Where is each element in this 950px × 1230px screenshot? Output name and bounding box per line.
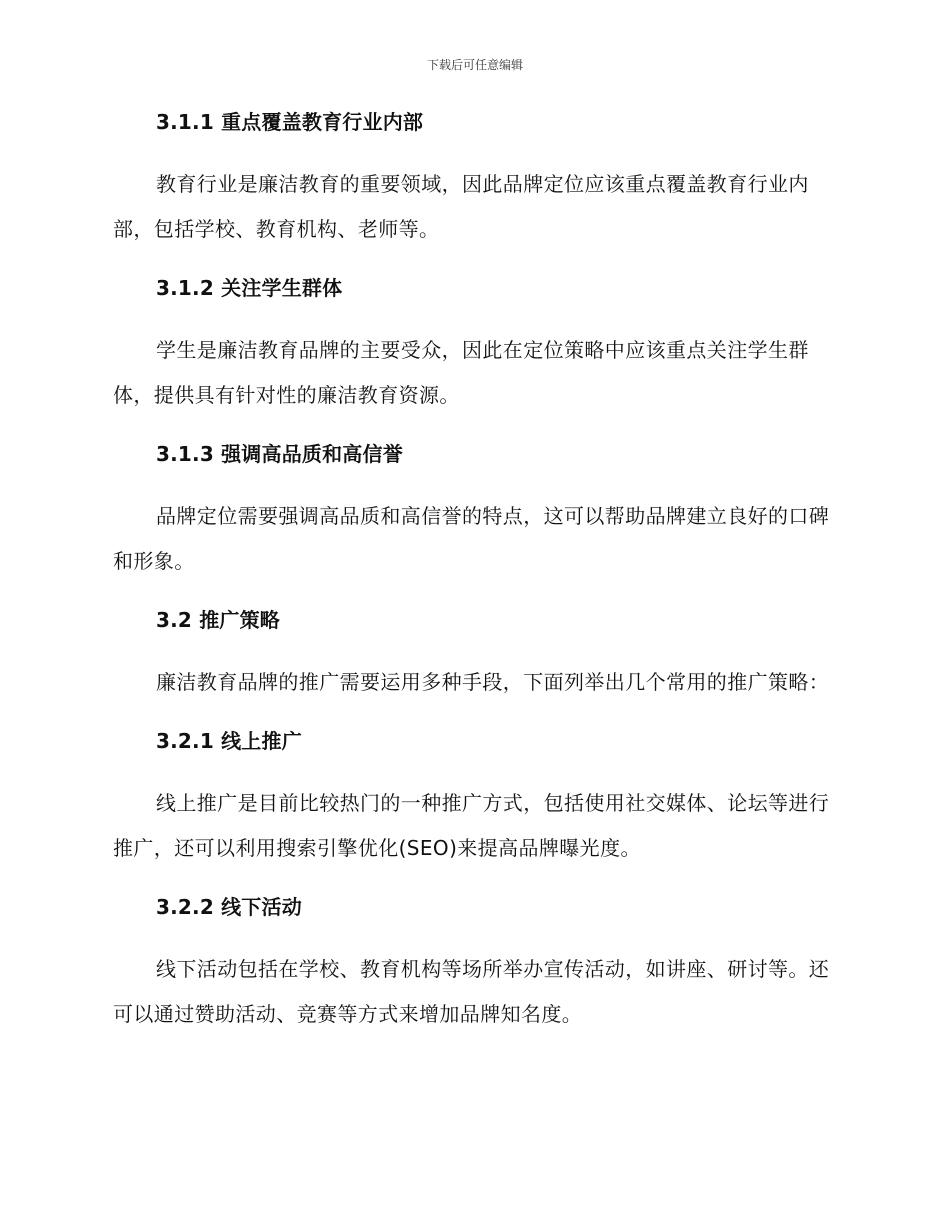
section-paragraph: 线上推广是目前比较热门的一种推广方式，包括使用社交媒体、论坛等进行推广，还可以利用搜索引擎优化(SEO)来提高品牌曝光度。 — [113, 791, 830, 860]
section-paragraph: 线下活动包括在学校、教育机构等场所举办宣传活动，如讲座、研讨等。还可以通过赞助活动、竞赛等方式来增加品牌知名度。 — [113, 957, 830, 1026]
page-header: 下载后可任意编辑 — [426, 58, 523, 72]
section-3-1-1 — [113, 108, 833, 252]
section-heading: 3.2.1 线上推广 — [156, 729, 302, 753]
section-paragraph: 学生是廉洁教育品牌的主要受众，因此在定位策略中应该重点关注学生群体，提供具有针对性的廉洁教育资源。 — [113, 338, 809, 407]
document-body — [113, 108, 833, 1059]
section-3-2 — [113, 606, 833, 705]
section-3-2-1 — [113, 727, 833, 871]
section-heading: 3.1.1 重点覆盖教育行业内部 — [156, 110, 424, 134]
section-3-1-3 — [113, 440, 833, 584]
section-heading: 3.1.3 强调高品质和高信誉 — [156, 442, 403, 466]
section-3-2-2 — [113, 893, 833, 1037]
section-paragraph: 廉洁教育品牌的推广需要运用多种手段，下面列举出几个常用的推广策略： — [156, 670, 830, 694]
section-paragraph: 品牌定位需要强调高品质和高信誉的特点，这可以帮助品牌建立良好的口碑和形象。 — [113, 504, 830, 573]
section-3-1-2 — [113, 274, 833, 418]
section-heading: 3.1.2 关注学生群体 — [156, 276, 343, 300]
section-paragraph: 教育行业是廉洁教育的重要领域，因此品牌定位应该重点覆盖教育行业内部，包括学校、教育机构、老师等。 — [113, 172, 809, 241]
section-heading: 3.2 推广策略 — [156, 608, 280, 632]
section-heading: 3.2.2 线下活动 — [156, 895, 302, 919]
